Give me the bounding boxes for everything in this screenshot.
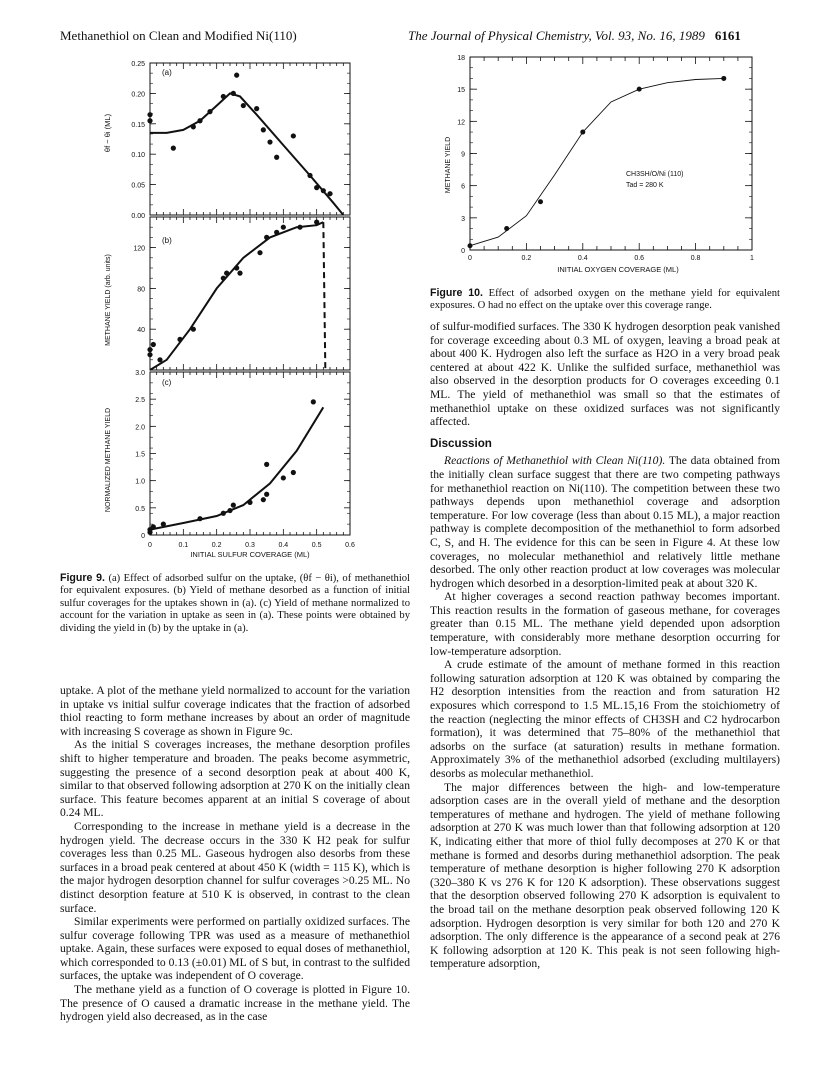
fig10-data-point: [580, 130, 585, 135]
fig9-c-data-point: [151, 524, 156, 529]
fig9-b-data-point: [151, 342, 156, 347]
fig10-ytick-label: 9: [461, 151, 465, 159]
fig9-a-ytick-label: 0.00: [131, 213, 145, 220]
fig10-legend-line2: Tad = 280 K: [626, 182, 664, 189]
fig9-c-data-point: [221, 511, 226, 516]
fig9-xtick-label: 0: [148, 542, 152, 549]
fig10-series-line: [470, 78, 724, 245]
fig9-b-data-point: [221, 276, 226, 281]
fig9-a-data-point: [274, 155, 279, 160]
fig9-c-ytick-label: 2.0: [135, 424, 145, 432]
fig9-b-data-point: [177, 337, 182, 342]
fig9-caption-text: (a) Effect of adsorbed sulfur on the uptake, (θf − θi), of methanethiol for equivalent exposures. (b) Yield of methane desorbed as a function of initial sulfur coverages for the uptakes shown in (a). (c) Yield of methane normalized to account for the variation in uptake as seen in (a). These points were obtained by dividing the yield in (b) by the uptake in (a).: [60, 573, 411, 634]
fig9-b-data-point: [257, 250, 262, 255]
fig9-a-data-point: [261, 127, 266, 132]
right-para-2: At higher coverages a second reaction pathway becomes important. This reaction results in the formation of gaseous methane, for coverages greater than 0.15 ML. The methane yield depended upon adsorption temperature, with considerably more methane desorption occurring for low-temperature adsorption.: [430, 590, 780, 658]
right-para-3: A crude estimate of the amount of methane formed in this reaction following saturation adsorption at 120 K was obtained by comparing the H2 desorption intensities from the reaction and from saturation H2 exposures which correspond to 1.5 ML.15,16 From the stoichiometry of the reaction (neglecting the minor effects of CH3SH and C2 hydrocarbon formation), it was determined that 75–80% of the methanethiol that adsorbs on the surface (at saturation) results in methane formation. Approximately 3% of the methanethiol adsorbed (excluding multilayers) desorbs as molecular methanethiol.: [430, 658, 780, 780]
left-para-5: The methane yield as a function of O coverage is plotted in Figure 10. The presence of O caused a dramatic increase in the methane yield. The hydrogen yield also decreased, as in the case: [60, 983, 410, 1024]
left-para-1: uptake. A plot of the methane yield normalized to account for the variation in uptake vs initial sulfur coverage indicates that the fraction of adsorbed thiol reacting to form methane increases by about an order of magnitude with increasing S coverage as shown in Figure 9c.: [60, 684, 410, 738]
fig10-ytick-label: 12: [457, 119, 465, 127]
fig9-c-data-point: [311, 399, 316, 404]
fig9-caption-label: Figure 9.: [60, 572, 105, 584]
fig9-b-data-point: [237, 271, 242, 276]
fig9-panel-c-frame: [150, 372, 350, 535]
fig9-c-ytick-label: 2.5: [135, 397, 145, 405]
fig9-c-ytick-label: 0: [141, 533, 145, 540]
fig9-c-data-point: [231, 503, 236, 508]
fig9-xtick-label: 0.3: [245, 542, 255, 549]
fig10-xtick-label: 1: [750, 255, 754, 262]
fig9-a-data-point: [314, 185, 319, 190]
fig9-b-ytick-label: 120: [133, 245, 145, 253]
fig9-xtick-label: 0.4: [278, 542, 289, 549]
fig10-frame: [470, 57, 752, 250]
fig9-b-data-point: [224, 271, 229, 276]
fig9-c-ytick-label: 0.5: [135, 505, 145, 513]
left-para-2: As the initial S coverages increases, the methane desorption profiles shift to higher temperature and broaden. The peaks become asymmetric, suggesting the presence of a second desorption peak at about 400 K, similar to that observed following adsorption at 270 K on the initially clean surface. This feature becomes apparent at an initial S coverage of about 0.24 ML.: [60, 738, 410, 820]
figure-10: [430, 45, 790, 285]
fig9-c-data-point: [264, 492, 269, 497]
fig9-b-data-point: [147, 347, 152, 352]
fig9-ylabel-a: θf − θi (ML): [103, 113, 112, 153]
fig10-data-point: [468, 243, 473, 248]
fig9-a-ytick-label: 0.20: [131, 91, 145, 99]
fig9-c-data-point: [264, 462, 269, 467]
section-heading-discussion: Discussion: [430, 436, 492, 450]
fig9-a-data-point: [207, 109, 212, 114]
figure-9-caption: [60, 572, 410, 635]
running-header-journal: [408, 28, 741, 44]
fig9-a-data-point: [191, 124, 196, 129]
fig9-c-data-point: [161, 522, 166, 527]
fig9-panel-a-frame: [150, 63, 350, 215]
fig10-ytick-label: 15: [457, 87, 465, 95]
fig9-panel-a-tag: (a): [162, 68, 172, 77]
fig9-a-data-point: [291, 133, 296, 138]
fig9-a-data-point: [254, 106, 259, 111]
fig9-a-fit-curve: [150, 93, 343, 215]
fig10-data-point: [721, 76, 726, 81]
right-para-1: [430, 454, 780, 590]
fig9-b-data-point: [281, 225, 286, 230]
page-number: 6161: [714, 28, 741, 43]
fig9-a-ytick-label: 0.05: [131, 182, 145, 190]
journal-citation: The Journal of Physical Chemistry, Vol. 93, No. 16, 1989: [408, 28, 705, 43]
fig10-data-point: [538, 199, 543, 204]
fig9-c-ytick-label: 1.5: [135, 451, 145, 459]
fig10-ytick-label: 0: [461, 248, 465, 255]
fig9-panel-c-tag: (c): [162, 378, 172, 387]
fig10-data-point: [504, 226, 509, 231]
fig9-b-ytick-label: 80: [137, 286, 145, 294]
fig9-c-data-point: [227, 508, 232, 513]
fig9-ylabel-c: NORMALIZED METHANE YIELD: [105, 407, 112, 513]
fig10-data-point: [637, 87, 642, 92]
fig9-a-data-point: [321, 188, 326, 193]
fig9-c-data-point: [291, 470, 296, 475]
fig9-b-fit-curve: [150, 222, 323, 370]
fig9-panel-b-tag: (b): [162, 236, 172, 245]
fig9-c-data-point: [197, 516, 202, 521]
fig9-a-data-point: [147, 112, 152, 117]
fig9-panel-b-frame: [150, 217, 350, 370]
left-column-text: [60, 684, 410, 1024]
fig9-a-data-point: [307, 173, 312, 178]
fig9-xlabel: INITIAL SULFUR COVERAGE (ML): [190, 550, 310, 559]
fig10-xtick-label: 0: [468, 255, 472, 262]
fig9-a-ytick-label: 0.25: [131, 61, 145, 68]
fig9-a-data-point: [221, 94, 226, 99]
fig10-legend-line1: CH3SH/O/Ni (110): [626, 171, 684, 178]
fig9-a-ytick-label: 0.10: [131, 152, 145, 160]
fig9-c-data-point: [281, 475, 286, 480]
fig10-xlabel: INITIAL OXYGEN COVERAGE (ML): [557, 265, 679, 274]
fig10-xtick-label: 0.2: [521, 255, 532, 262]
left-para-3: Corresponding to the increase in methane yield is a decrease in the hydrogen yield. The decrease occurs in the 330 K H2 peak for sulfur coverages less than 0.25 ML. Gaseous hydrogen also desorbs from these surfaces in a broad peak centered at about 450 K (width = 115 K), which is the major hydrogen desorption channel for sulfur coverages >0.25 ML. No distinct desorption feature at 510 K is observed, in contrast to the clean surface.: [60, 819, 410, 915]
fig9-xtick-label: 0.5: [311, 542, 322, 549]
fig9-b-data-point: [274, 230, 279, 235]
fig9-c-ytick-label: 3.0: [135, 370, 145, 377]
fig9-xtick-label: 0.2: [211, 542, 222, 549]
fig9-a-data-point: [327, 191, 332, 196]
fig9-a-data-point: [267, 139, 272, 144]
fig10-ylabel: METHANE YIELD: [445, 136, 452, 194]
fig9-a-ytick-label: 0.15: [131, 121, 145, 129]
right-para-top: of sulfur-modified surfaces. The 330 K hydrogen desorption peak vanished for coverage exceeding about 0.3 ML of oxygen, leaving a broad peak at about 400 K. Hydrogen also left the surface as H2O in a very broad peak centered at about 422 K. Unlike the sulfided surface, methanethiol was also observed in the desorption products for O coverages exceeding 0.1 ML. The yield of methanethiol was small so that the estimates of methanethiol uptake on these oxidized surfaces was not significantly affected.: [430, 320, 780, 429]
figure-9: [40, 45, 420, 575]
fig10-ytick-label: 6: [461, 183, 465, 191]
fig10-xtick-label: 0.4: [577, 255, 588, 262]
fig9-c-data-point: [247, 500, 252, 505]
fig9-c-data-point: [261, 497, 266, 502]
fig9-b-data-point: [264, 235, 269, 240]
fig10-xtick-label: 0.6: [634, 255, 645, 262]
fig10-caption-text: Effect of adsorbed oxygen on the methane yield for equivalent exposures. O had no effect on the uptake over this coverage range.: [430, 288, 780, 312]
fig9-ylabel-b: METHANE YIELD (arb. units): [105, 254, 112, 346]
right-column-text: [430, 320, 780, 971]
fig10-xtick-label: 0.8: [690, 255, 701, 262]
fig9-a-data-point: [197, 118, 202, 123]
fig9-a-data-point: [147, 118, 152, 123]
figure-10-caption: [430, 287, 780, 313]
fig9-xtick-label: 0.6: [345, 542, 355, 549]
subsection-heading: Reactions of Methanethiol with Clean Ni(110).: [444, 454, 666, 468]
fig9-b-data-point: [314, 220, 319, 225]
fig9-a-data-point: [171, 146, 176, 151]
fig10-caption-label: Figure 10.: [430, 287, 483, 299]
fig9-b-data-point: [191, 327, 196, 332]
fig9-c-fit-curve: [150, 407, 323, 529]
fig9-c-ytick-label: 1.0: [135, 478, 145, 486]
fig9-b-data-point: [147, 352, 152, 357]
left-para-4: Similar experiments were performed on partially oxidized surfaces. The sulfur coverage following TPR was used as a measure of methanethiol uptake. Again, these surfaces were exposed to equal doses of methanethiol, which corresponded to 0.13 (±0.01) ML of S but, in contrast to the sulfided surfaces, the uptake was independent of O coverage.: [60, 915, 410, 983]
fig9-b-dashed-drop: [323, 222, 325, 370]
fig9-c-data-point: [147, 530, 152, 535]
fig9-b-data-point: [234, 265, 239, 270]
fig10-ytick-label: 18: [457, 55, 465, 62]
fig9-b-data-point: [297, 225, 302, 230]
fig9-xtick-label: 0.1: [178, 542, 189, 549]
fig9-a-data-point: [234, 73, 239, 78]
right-para-4: The major differences between the high- and low-temperature adsorption cases are in the overall yield of methane and the desorption temperatures of methane and hydrogen. The yield of methane following adsorption at 270 K was much lower than that following adsorption at 120 K, indicating either that more of thiol fully decomposes at 270 K or that methane is formed and desorbs during methanethiol adsorption. The peak temperature of methane desorption is higher following 270 K adsorption (320–380 K vs 276 K for 120 K adsorption). These observations suggest that the desorption observed following 270 K adsorption is equivalent to the broad tail on the methane desorption peak observed following 120 K adsorption. Hydrogen desorption is very similar for both 120 and 270 K adsorption. The only difference is the appearance of a second peak at 276 K following adsorption at 120 K. This peak is not seen following high-temperature adsorption,: [430, 780, 780, 971]
running-header-title: Methanethiol on Clean and Modified Ni(110): [60, 28, 297, 43]
right-para-1-text: The data obtained from the initially clean surface suggest that there are two competing pathways for methanethiol reaction on Ni(110). The competition between these two pathways depends upon methanethiol coverage and adsorption temperature. For low coverage (less than about 0.15 ML), a major reaction pathway is complete decomposition of the methanethiol to form adsorbed C, S, and H. The evidence for this can be seen in Figure 4. At these low coverages, no molecular methanethiol and relatively little methane desorbed. The only other reaction product at low coverages was molecular hydrogen which desorbed in a desorption-limited peak at about 320 K.: [430, 454, 780, 590]
fig9-b-ytick-label: 40: [137, 327, 145, 335]
fig9-b-data-point: [157, 357, 162, 362]
fig9-a-data-point: [231, 91, 236, 96]
fig9-a-data-point: [241, 103, 246, 108]
fig10-ytick-label: 3: [461, 215, 465, 223]
